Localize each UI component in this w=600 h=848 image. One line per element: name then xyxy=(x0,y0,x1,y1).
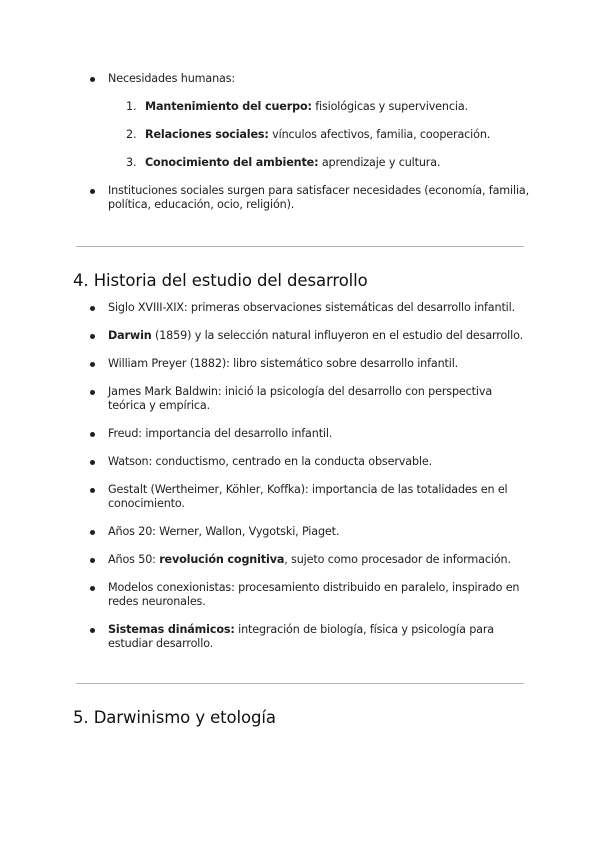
history-list xyxy=(0,301,600,651)
item-number: 3. xyxy=(126,156,137,169)
list-item xyxy=(0,427,600,441)
item-text: (1859) y la selección natural influyeron en el estudio del desarrollo. xyxy=(151,329,524,342)
section-heading-4: 4. Historia del estudio del desarrollo xyxy=(73,271,368,290)
numbered-item xyxy=(0,128,600,142)
list-item-institutions xyxy=(0,184,600,212)
item-pre: Años 50: xyxy=(108,553,160,566)
list-item xyxy=(0,581,600,609)
list-item xyxy=(0,553,600,567)
list-item-needs xyxy=(0,72,600,86)
list-item xyxy=(0,483,600,511)
numbered-item xyxy=(0,100,600,114)
item-bold-term: Conocimiento del ambiente: xyxy=(145,156,319,169)
item-text: Watson: conductismo, centrado en la conducta observable. xyxy=(108,455,433,468)
needs-label: Necesidades humanas: xyxy=(108,72,236,85)
section-divider xyxy=(76,683,524,684)
item-text: Gestalt (Wertheimer, Köhler, Koffka): importancia de las totalidades en el conocimiento. xyxy=(108,483,508,510)
item-text: fisiológicas y supervivencia. xyxy=(311,100,468,113)
item-text: aprendizaje y cultura. xyxy=(318,156,441,169)
item-text: vínculos afectivos, familia, cooperación. xyxy=(268,128,491,141)
item-text: , sujeto como procesador de información. xyxy=(284,553,511,566)
item-number: 2. xyxy=(126,128,137,141)
item-bold-term: Mantenimiento del cuerpo: xyxy=(145,100,312,113)
item-text: James Mark Baldwin: inició la psicología del desarrollo con perspectiva teórica y empírica. xyxy=(108,385,493,412)
needs-list xyxy=(0,72,600,86)
list-item xyxy=(0,525,600,539)
numbered-item xyxy=(0,156,600,170)
item-text: Freud: importancia del desarrollo infantil. xyxy=(108,427,333,440)
list-item xyxy=(0,329,600,343)
item-text: Siglo XVIII-XIX: primeras observaciones sistemáticas del desarrollo infantil. xyxy=(108,301,515,314)
list-item xyxy=(0,301,600,315)
item-text: William Preyer (1882): libro sistemático sobre desarrollo infantil. xyxy=(108,357,459,370)
item-bold-term: Relaciones sociales: xyxy=(145,128,269,141)
item-text: Años 20: Werner, Wallon, Vygotski, Piaget. xyxy=(108,525,340,538)
list-item xyxy=(0,623,600,651)
section-heading-5: 5. Darwinismo y etología xyxy=(73,708,276,727)
list-item xyxy=(0,385,600,413)
item-number: 1. xyxy=(126,100,137,113)
item-bold-term: revolución cognitiva xyxy=(159,553,285,566)
item-text: Modelos conexionistas: procesamiento distribuido en paralelo, inspirado en redes neuronales. xyxy=(108,581,520,608)
list-item xyxy=(0,357,600,371)
institutions-list xyxy=(0,184,600,212)
item-bold-term: Sistemas dinámicos: xyxy=(108,623,235,636)
needs-numbered-list xyxy=(0,100,600,170)
list-item xyxy=(0,455,600,469)
section-divider xyxy=(76,246,524,247)
institutions-text: Instituciones sociales surgen para satisfacer necesidades (economía, familia, política, educación, ocio, religión). xyxy=(108,184,530,211)
item-bold-term: Darwin xyxy=(108,329,152,342)
item-text: integración de biología, física y psicología para estudiar desarrollo. xyxy=(108,623,495,650)
